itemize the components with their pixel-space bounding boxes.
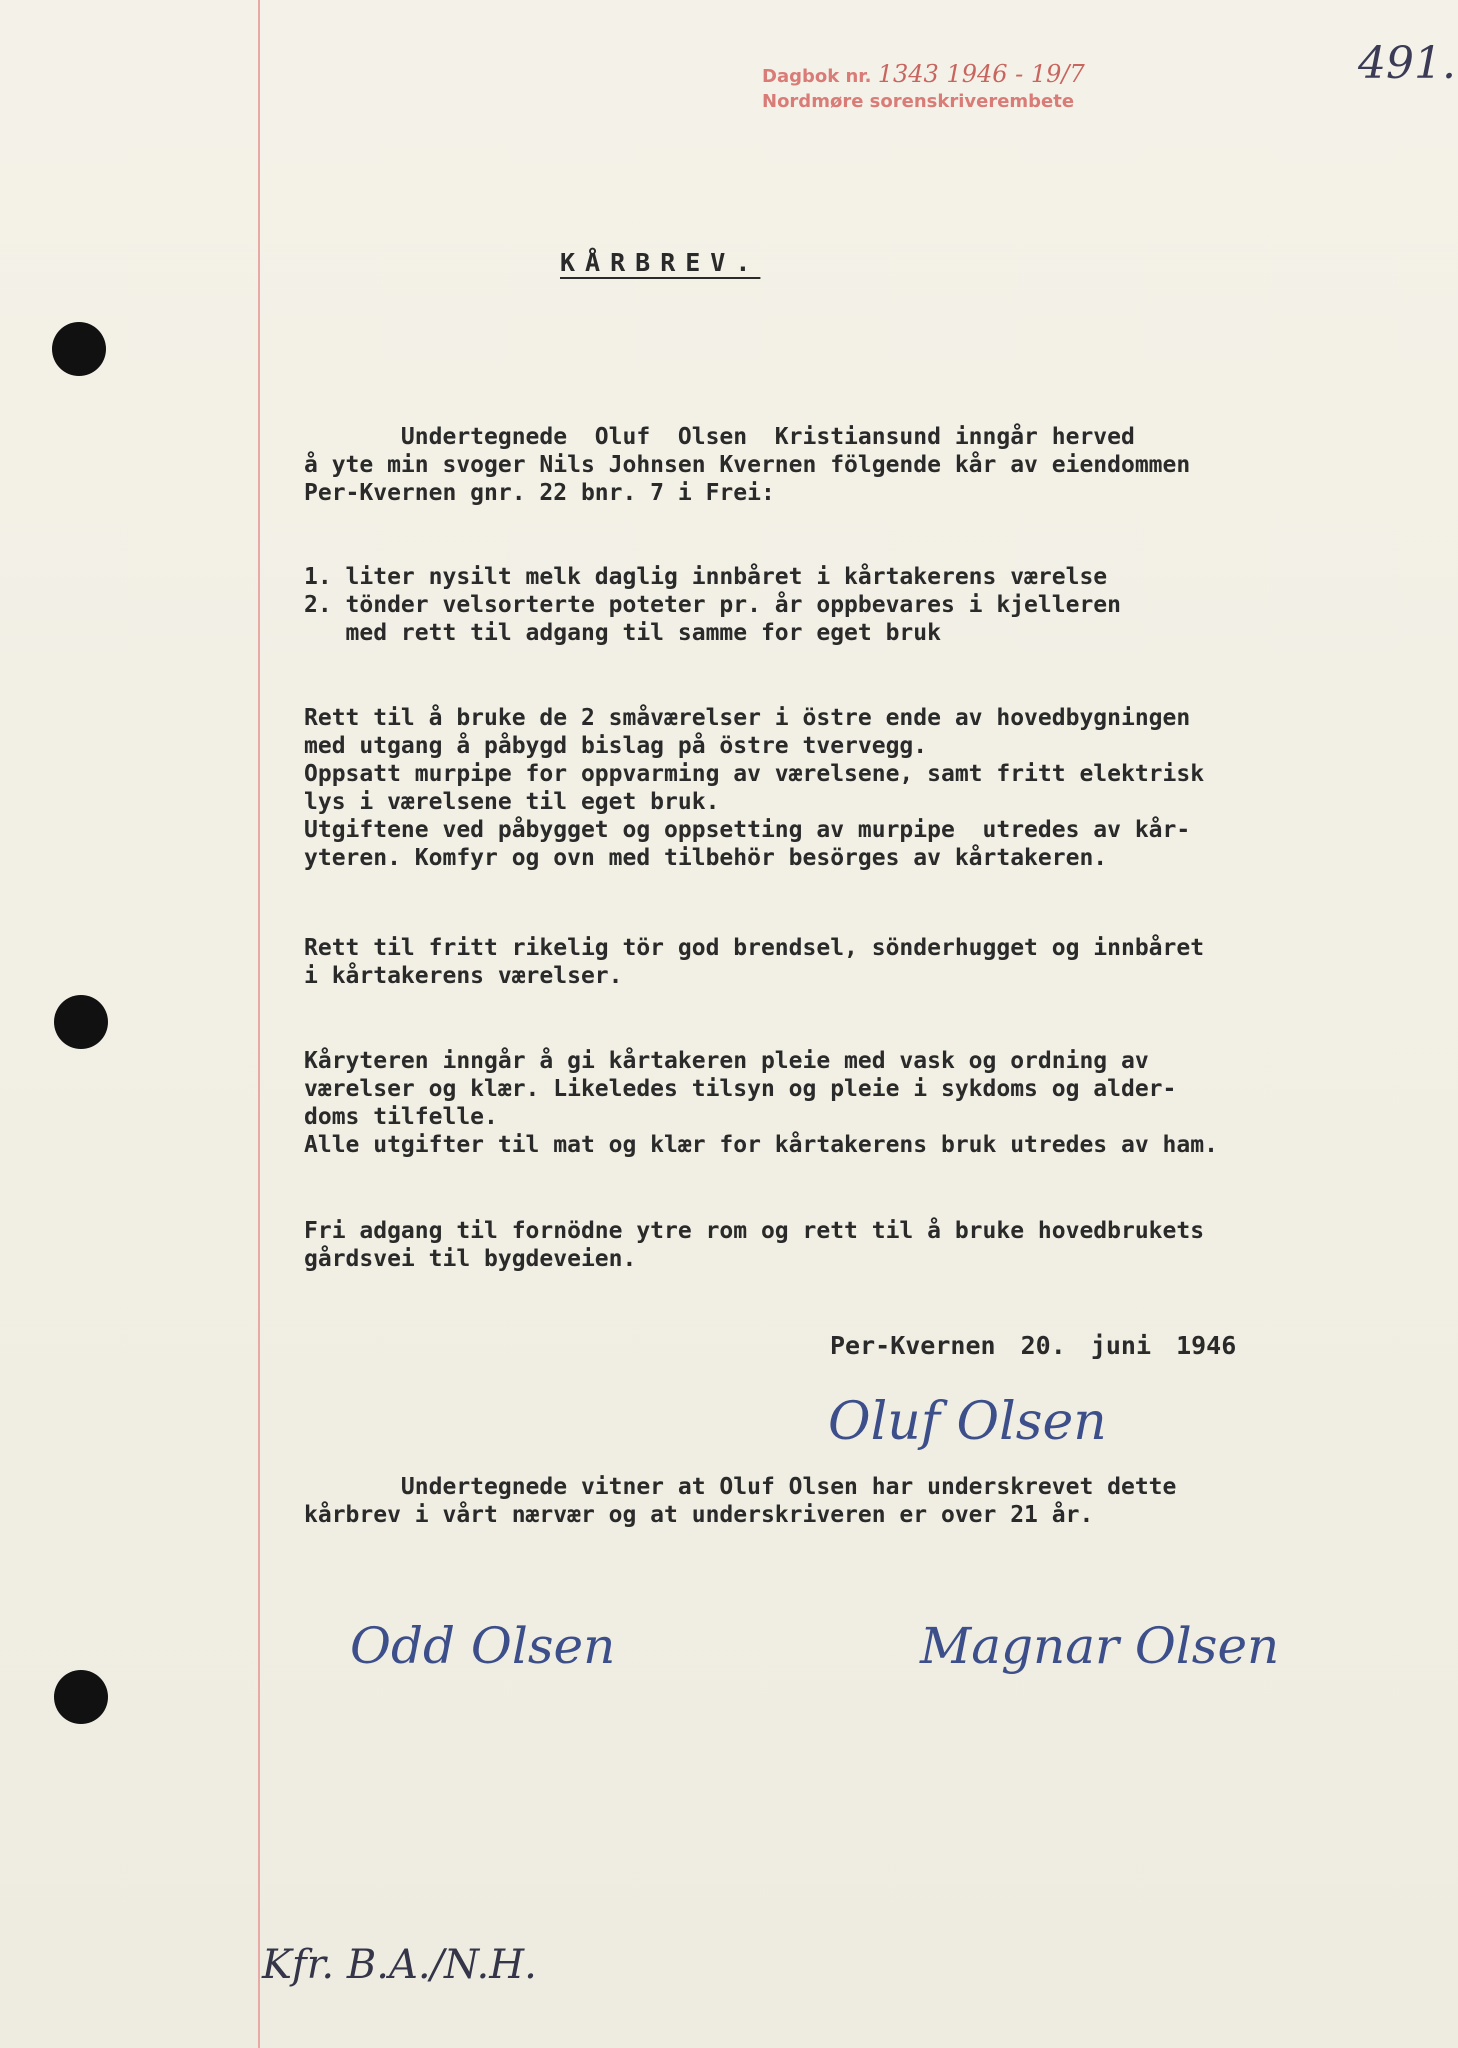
signature-witness-1: Odd Olsen (350, 1617, 616, 1675)
care-paragraph: Kåryteren inngår å gi kårtakeren pleie med vask og ordning av værelser og klær. Likeledes tilsyn og pleie i sykdoms og alder- doms tilfelle. Alle utgifter til mat og klær for kårtakerens bruk utredes av ham. (304, 1048, 1218, 1158)
page-number: 491. (1358, 38, 1456, 89)
punch-hole-middle (54, 995, 108, 1049)
document-title: KÅRBREV. (560, 248, 761, 277)
stamp-label: Dagbok nr. (762, 66, 872, 87)
witness-paragraph: Undertegnede vitner at Oluf Olsen har underskrevet dette kårbrev i vårt nærvær og at underskriveren er over 21 år. (304, 1474, 1177, 1528)
provisions-list: 1. liter nysilt melk daglig innbåret i kårtakerens værelse 2. tönder velsorterte poteter pr. år oppbevares i kjelleren med rett til adgang til samme for eget bruk (304, 564, 1121, 646)
rooms-paragraph: Rett til å bruke de 2 småværelser i östre ende av hovedbygningen med utgang å påbygd bislag på östre tvervegg. Oppsatt murpipe for oppvarming av værelsene, samt fritt elektrisk lys i værelsene til eget bruk. Utgiftene ved påbygget og oppsetting av murpipe utredes av kår- yteren. Komfyr og ovn med tilbehör besörges av kårtakeren. (304, 705, 1205, 871)
registry-stamp (762, 58, 1085, 115)
place-date: Per-Kvernen 20. juni 1946 (830, 1331, 1237, 1360)
signature-oluf-olsen: Oluf Olsen (828, 1392, 1107, 1452)
punch-hole-top (52, 322, 106, 376)
signature-witness-2: Magnar Olsen (920, 1617, 1280, 1675)
fuel-paragraph: Rett til fritt rikelig tör god brendsel, sönderhugget og innbåret i kårtakerens værelser. (304, 935, 1205, 989)
punch-hole-bottom (54, 1670, 108, 1724)
stamp-number: 1343 1946 - 19/7 (877, 60, 1085, 88)
stamp-office: Nordmøre sorenskriverembete (762, 91, 1075, 113)
margin-rule (258, 0, 260, 2048)
access-paragraph: Fri adgang til fornödne ytre rom og rett til å bruke hovedbrukets gårdsvei til bygdeveien. (304, 1218, 1205, 1272)
footnote-reference: Kfr. B.A./N.H. (262, 1942, 537, 1988)
intro-paragraph: Undertegnede Oluf Olsen Kristiansund inngår herved å yte min svoger Nils Johnsen Kvernen fölgende kår av eiendommen Per-Kvernen gnr. 22 bnr. 7 i Frei: (304, 424, 1191, 506)
